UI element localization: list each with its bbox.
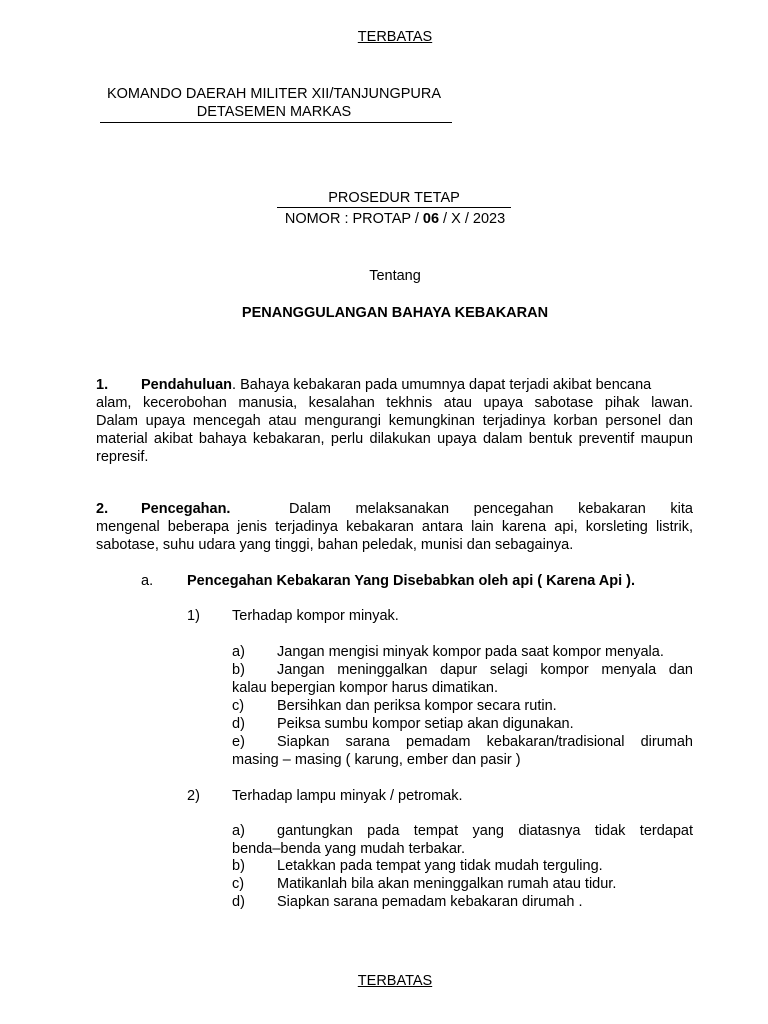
section-2-line-3: sabotase, suhu udara yang tinggi, bahan peledak, munisi dan sebagainya. [96,537,574,553]
section-1-text: . Bahaya kebakaran pada umumnya dapat terjadi akibat bencana [232,377,652,393]
doc-number-value: 06 [422,211,440,227]
point-text: Jangan mengisi minyak kompor pada saat kompor menyala. [277,644,664,660]
item-1-point-b [232,661,693,679]
section-1-first-line [96,376,693,394]
section-2-heading: Pencegahan. [141,501,231,517]
point-letter: a) [232,823,245,839]
section-1-line-3: Dalam upaya mencegah atau mengurangi kemungkinan terjadinya korban personel dan [96,413,693,429]
point-text: Letakkan pada tempat yang tidak mudah terguling. [277,858,603,874]
section-1-line-5: represif. [96,449,149,465]
subsection-a [141,572,693,590]
point-letter: e) [232,734,245,750]
item-2-number: 2) [187,788,200,804]
point-letter: b) [232,662,245,678]
doc-type-underline [277,207,511,208]
section-1-line-2: alam, kecerobohan manusia, kesalahan tekhnis atau upaya sabotase pihak lawan. [96,395,693,411]
item-1-point-e [232,733,693,751]
subsection-a-letter: a. [141,573,154,589]
point-text: Bersihkan dan periksa kompor secara rutin. [277,698,557,714]
section-1-heading: Pendahuluan [141,377,233,393]
subsection-a-heading: Pencegahan Kebakaran Yang Disebabkan oleh api ( Karena Api ). [187,573,636,589]
point-text: Siapkan sarana pemadam kebakaran/tradisional dirumah [277,734,693,750]
section-2-number: 2. [96,501,109,517]
item-1-point-b-cont: kalau bepergian kompor harus dimatikan. [232,680,498,696]
point-text: Matikanlah bila akan meninggalkan rumah atau tidur. [277,876,617,892]
item-2-point-a [232,822,693,840]
item-1-title: Terhadap kompor minyak. [232,608,399,624]
section-2-text: Dalam melaksanakan pencegahan kebakaran kita [289,501,693,517]
item-1-point-a [232,643,693,661]
point-text: Peiksa sumbu kompor setiap akan digunakan. [277,716,574,732]
item-2-title: Terhadap lampu minyak / petromak. [232,788,463,804]
item-2-point-b [232,857,693,875]
doc-number-prefix: NOMOR : PROTAP / [284,211,423,227]
point-text: Siapkan sarana pemadam kebakaran dirumah . [277,894,583,910]
point-text: gantungkan pada tempat yang diatasnya tidak terdapat [277,823,693,839]
point-text: Jangan meninggalkan dapur selagi kompor menyala dan [277,662,693,678]
doc-subject: PENANGGULANGAN BAHAYA KEBAKARAN [241,305,549,321]
item-1 [187,607,693,625]
point-letter: a) [232,644,245,660]
section-1-number: 1. [96,377,109,393]
item-1-point-e-cont: masing – masing ( karung, ember dan pasir ) [232,752,521,768]
classification-bottom: TERBATAS [357,973,433,989]
section-2-line-2: mengenal beberapa jenis terjadinya kebakaran antara lain karena api, korsleting listrik, [96,519,693,535]
point-letter: b) [232,858,245,874]
doc-number-suffix: / X / 2023 [439,211,506,227]
classification-top: TERBATAS [357,29,433,45]
unit-underline [100,122,452,123]
about-label: Tentang [369,268,421,284]
item-1-point-d [232,715,693,733]
unit-name: KOMANDO DAERAH MILITER XII/TANJUNGPURA [106,86,442,102]
point-letter: c) [232,698,245,714]
unit-subname: DETASEMEN MARKAS [196,104,352,120]
item-1-number: 1) [187,608,200,624]
item-2-point-a-cont: benda–benda yang mudah terbakar. [232,841,465,857]
doc-number [0,210,768,228]
item-2-point-c [232,875,693,893]
point-letter: d) [232,716,245,732]
section-2-first-line [96,500,693,518]
doc-type-label: PROSEDUR TETAP [328,190,460,206]
point-letter: d) [232,894,245,910]
item-2-point-d [232,893,693,911]
point-letter: c) [232,876,245,892]
section-1-line-4: material akibat bahaya kebakaran, perlu dilakukan upaya dalam bentuk preventif maupun [96,431,693,447]
item-2 [187,787,693,805]
item-1-point-c [232,697,693,715]
